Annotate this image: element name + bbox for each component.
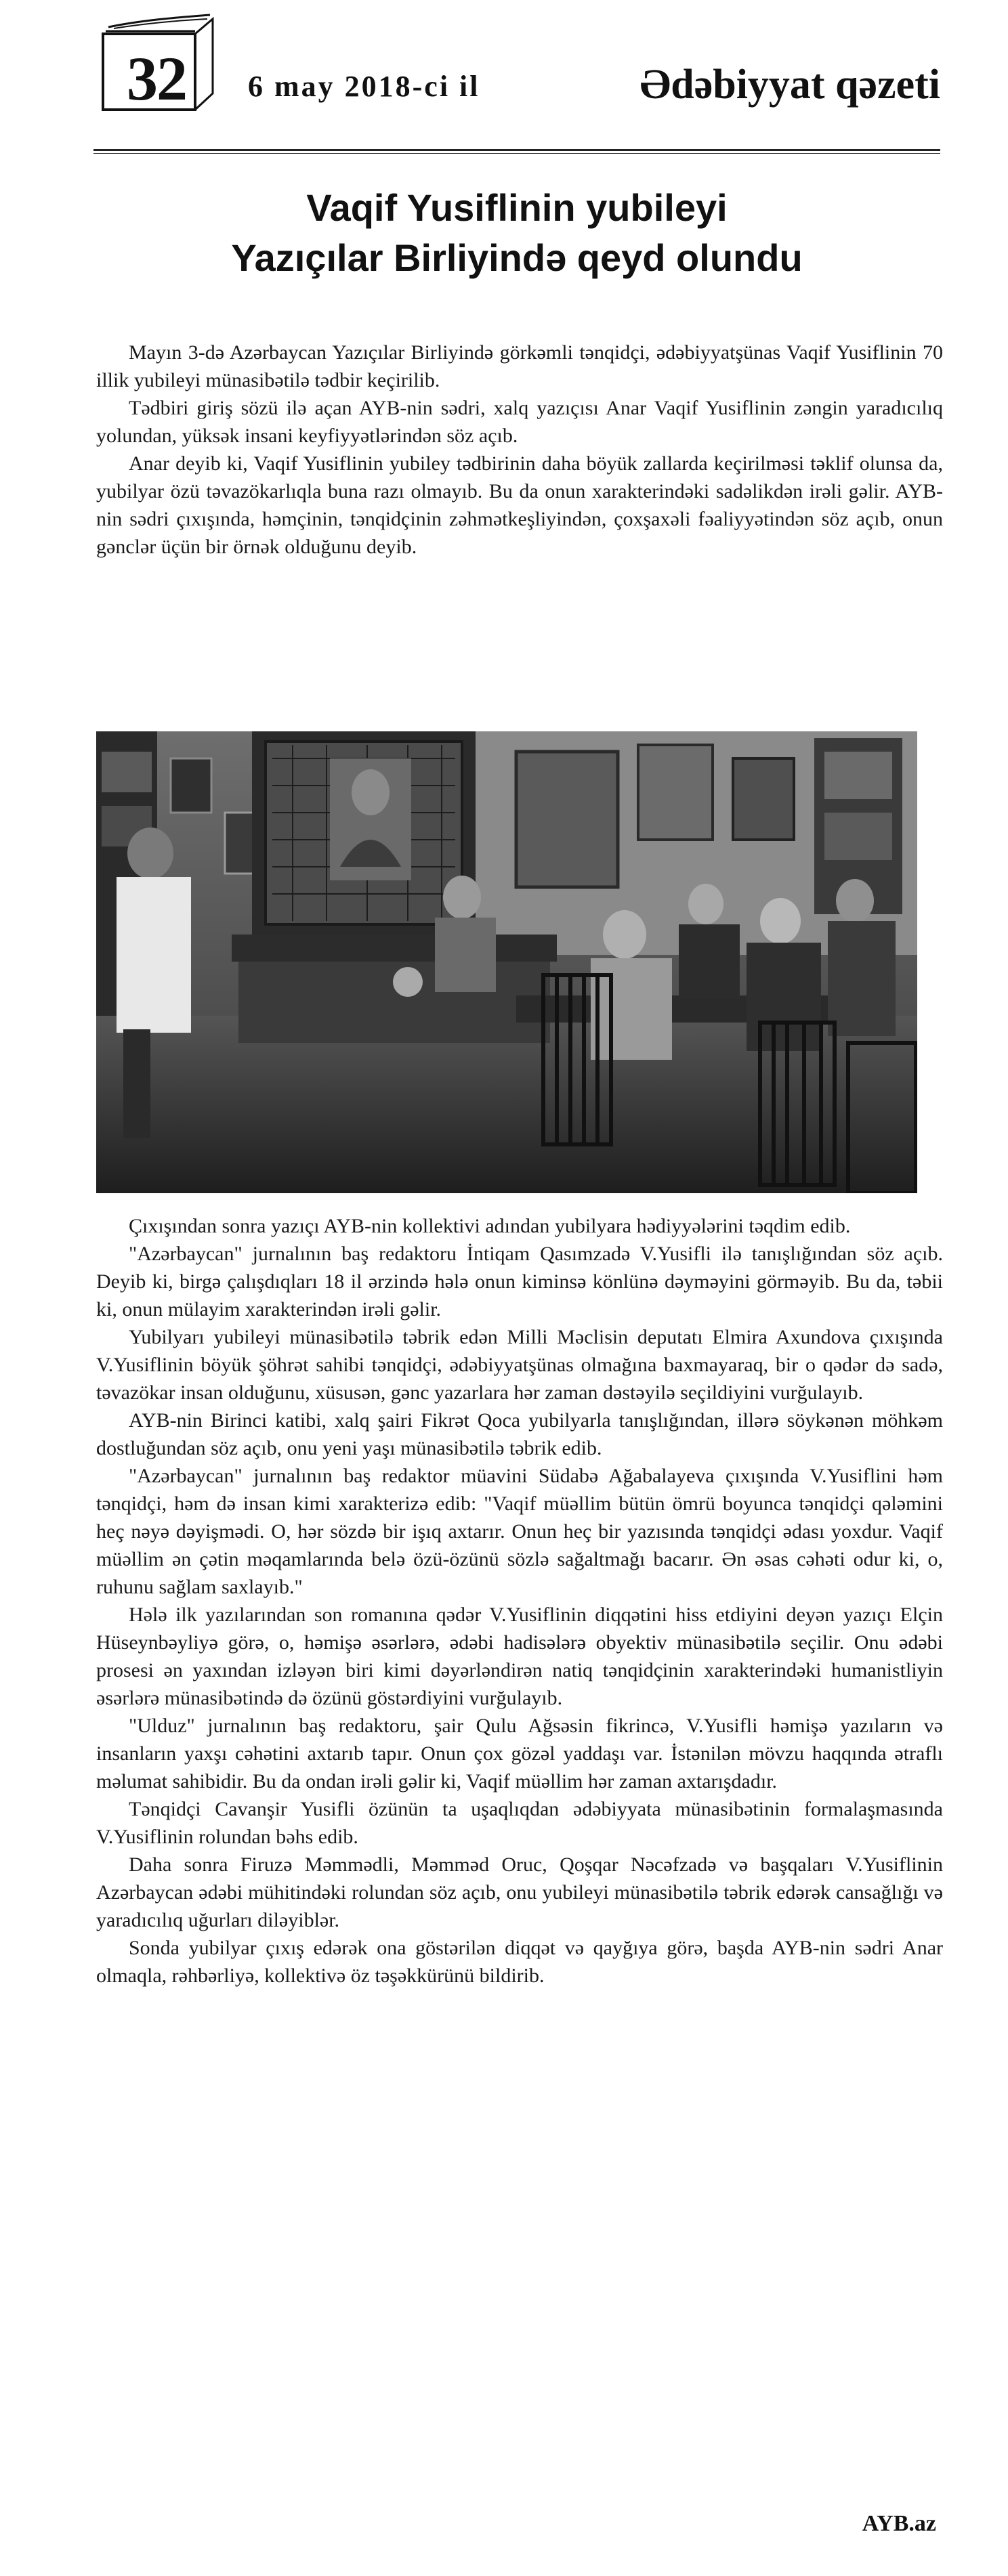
page-number: 32 [127, 44, 186, 113]
newspaper-title: Ədəbiyyat qəzeti [639, 62, 940, 108]
paragraph: Tədbiri giriş sözü ilə açan AYB-nin sədri, xalq yazıçısı Anar Vaqif Yusiflinin zəngin yaradıcılıq yolundan, yüksək insani keyfiyyətlərindən söz açıb. [96, 397, 943, 447]
headline-line-1: Vaqif Yusiflinin yubileyi [306, 186, 728, 229]
paragraph: Tənqidçi Cavanşir Yusifli özünün ta uşaqlıqdan ədəbiyyata münasibətinin formalaşmasında V.Yusiflinin rolundan bəhs edib. [96, 1798, 943, 1848]
article-body-bottom [96, 1212, 943, 1990]
paragraph: "Azərbaycan" jurnalının baş redaktoru İntiqam Qasımzadə V.Yusifli ilə tanışlığından söz açıb. Deyib ki, birgə çalışdıqları 18 il ərzində hələ onun kiminsə könlünə dəyməyini görməyib. Bu da, təbii ki, onun mülayim xarakterindən irəli gəlir. [96, 1243, 943, 1321]
masthead [93, 14, 940, 115]
paragraph: Hələ ilk yazılarından son romanına qədər V.Yusiflinin diqqətini hiss etdiyini deyən yazıçı Elçin Hüseynbəyliyə görə, o, həmişə əsərlərə, ədəbi hadisələrə obyektiv münasibətilə seçilir. Onu ədəbi prosesi ən yaxından izləyən biri kimi dəyərləndirən natiq tənqidçinin xarakterindəki humanistliyin əsərlərə münasibətində də özünü göstərdiyini vurğulayıb. [96, 1604, 943, 1709]
article-headline [93, 183, 940, 283]
paragraph: "Ulduz" jurnalının baş redaktoru, şair Qulu Ağsəsin fikrincə, V.Yusifli həmişə yazıların və insanların yaxşı cəhətini axtarıb tapır. Onun çox gözəl yaddaşı var. İstənilən mövzu haqqında ətraflı məlumat sahibidir. Bu da ondan irəli gəlir ki, Vaqif müəllim hər zaman axtarışdadır. [96, 1715, 943, 1793]
event-photo [96, 731, 917, 1193]
article-source: AYB.az [862, 2511, 936, 2536]
paragraph: AYB-nin Birinci katibi, xalq şairi Fikrət Qoca yubilyarla tanışlığından, illərə söykənən möhkəm dostluğundan söz açıb, onu yeni yaşı münasibətilə təbrik edib. [96, 1409, 943, 1459]
issue-date: 6 may 2018-ci il [248, 70, 480, 103]
event-photo-image [96, 731, 917, 1193]
paragraph: Çıxışından sonra yazıçı AYB-nin kollektivi adından yubilyara hədiyyələrini təqdim edib. [129, 1215, 851, 1237]
page-number-badge [93, 14, 222, 115]
paragraph: Daha sonra Firuzə Məmmədli, Məmməd Oruc, Qoşqar Nəcəfzadə və başqaları V.Yusiflinin Azərbaycan ədəbi mühitindəki rolundan söz açıb, onu yubileyi münasibətilə təbrik edərək cansağlığı və yaradıcılıq uğurları diləyiblər. [96, 1853, 943, 1931]
headline-line-2: Yazıçılar Birliyində qeyd olundu [231, 236, 803, 279]
paragraph: Sonda yubilyar çıxış edərək ona göstərilən diqqət və qayğıya görə, başda AYB-nin sədri Anar olmaqla, rəhbərliyə, kollektivə öz təşəkkürünü bildirib. [96, 1937, 943, 1987]
paragraph: "Azərbaycan" jurnalının baş redaktor müavini Südabə Ağabalayeva çıxışında V.Yusiflini həm tənqidçi, həm də insan kimi xarakterizə edib: "Vaqif müəllim bütün ömrü boyunca tənqidçi qələmini heç nəyə dəyişmədi. O, hər sözdə bir işıq axtarır. Onun heç bir yazısında tənqidçi ədası yoxdur. Vaqif müəllim ən çətin məqamlarında belə özü-özünü sözlə sağaltmağı bacarır. Ən əsas cəhəti odur ki, o, ruhunu sağlam saxlayıb." [96, 1465, 943, 1598]
paragraph: Yubilyarı yubileyi münasibətilə təbrik edən Milli Məclisin deputatı Elmira Axundova çıxışında V.Yusiflinin böyük şöhrət sahibi tənqidçi, ədəbiyyatşünas olmağına baxmayaraq, bir o qədər də sadə, təvazökar insan olduğunu, xüsusən, gənc yazarlara hər zaman dəstəyilə seçildiyini vurğulayıb. [96, 1326, 943, 1404]
article-body-top [96, 339, 943, 561]
paragraph: Anar deyib ki, Vaqif Yusiflinin yubiley tədbirinin daha böyük zallarda keçirilməsi təklif olunsa da, yubilyar özü təvazökarlıqla buna razı olmayıb. Bu da onun xarakterindəki sadəlikdən irəli gəlir. AYB-nin sədri çıxışında, həmçinin, tənqidçinin zəhmətkeşliyindən, çoxşaxəli fəaliyyətindən söz açıb, onun gənclər üçün bir örnək olduğunu deyib. [96, 452, 943, 558]
header-rule [93, 149, 940, 151]
header-rule-thin [93, 153, 940, 154]
paragraph: Mayın 3-də Azərbaycan Yazıçılar Birliyində görkəmli tənqidçi, ədəbiyyatşünas Vaqif Yusiflinin 70 illik yubileyi münasibətilə tədbir keçirilib. [96, 341, 943, 391]
